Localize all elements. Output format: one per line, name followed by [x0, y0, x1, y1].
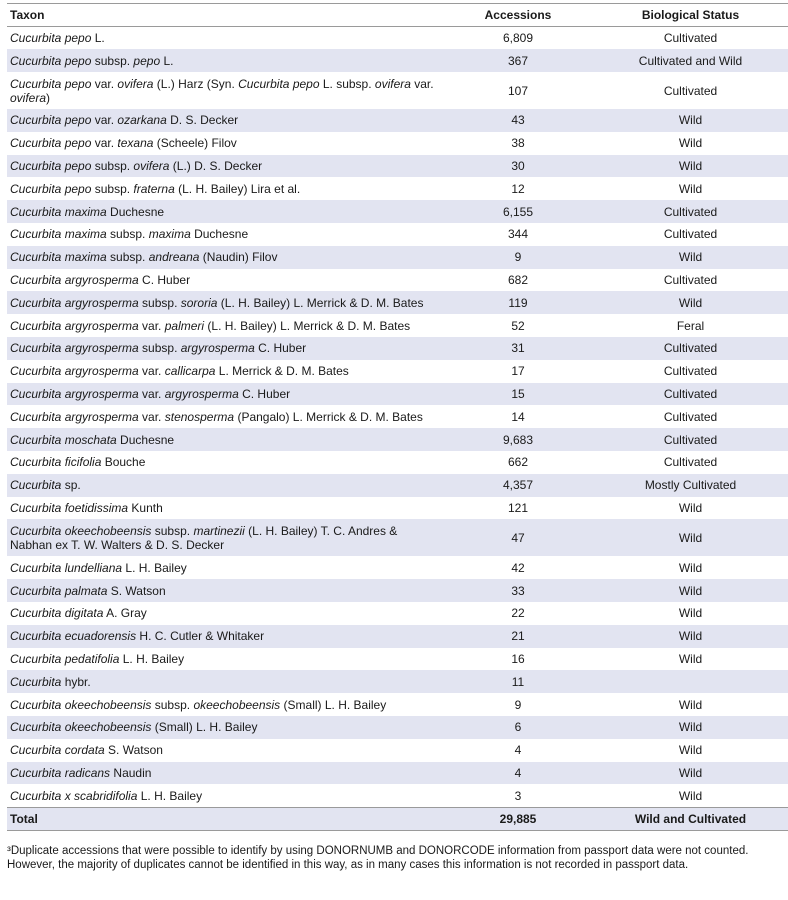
accessions-cell: 9: [514, 697, 522, 712]
taxon-cell: [7, 109, 443, 132]
taxon-cell: [7, 269, 443, 292]
table-row: [7, 337, 788, 360]
taxon-text-part: (Naudin) Filov: [199, 250, 278, 265]
table-row: [7, 602, 788, 625]
accessions-cell: 52: [511, 318, 525, 333]
taxon-cell: [7, 579, 443, 602]
table-row: [7, 451, 788, 474]
biological-status-cell: Cultivated: [663, 341, 718, 356]
taxon-italic-part: Cucurbita pedatifolia: [10, 652, 120, 667]
taxon-italic-part: Cucurbita ficifolia: [10, 455, 102, 470]
accessions-cell: 344: [507, 227, 529, 242]
taxon-text-part: var.: [91, 113, 118, 128]
accessions-cell: 4: [514, 766, 522, 780]
taxon-text-part: Duchesne: [106, 204, 165, 219]
biological-status-cell: Wild: [678, 560, 703, 575]
taxon-italic-part: Cucurbita argyrosperma: [10, 273, 139, 288]
biological-status-cell: Cultivated: [663, 204, 718, 219]
biological-status-cell: Wild: [678, 136, 703, 151]
biological-status-cell: Wild: [678, 113, 703, 128]
accessions-cell: 42: [511, 560, 525, 575]
table-row: [7, 291, 788, 314]
table-row: [7, 497, 788, 520]
header-taxon: Taxon: [7, 4, 443, 27]
biological-status-cell: Cultivated: [663, 409, 718, 424]
biological-status-cell: Wild: [678, 583, 703, 598]
taxon-italic-part: Cucurbita pepo: [10, 136, 92, 151]
table-row: [7, 474, 788, 497]
taxon-cell: [7, 337, 443, 360]
biological-status-cell: Wild: [678, 766, 703, 780]
table-row: [7, 784, 788, 807]
taxon-text-part: (Scheele) Filov: [153, 136, 237, 151]
taxon-cell: [7, 625, 443, 648]
taxon-cell: [7, 177, 443, 200]
taxon-cell: [7, 200, 443, 223]
accessions-cell: 121: [507, 501, 529, 516]
taxon-cell: [7, 693, 443, 716]
biological-status-cell: Wild: [678, 159, 703, 174]
biological-status-cell: Wild: [678, 652, 703, 667]
taxon-text-part: Duchesne: [116, 432, 175, 447]
taxon-italic-part: Cucurbita okeechobeensis: [10, 720, 152, 735]
taxon-italic-part: maxima: [148, 227, 191, 242]
accessions-cell: 367: [507, 53, 529, 68]
accessions-cell: 107: [507, 83, 529, 98]
taxon-italic-part: Cucurbita pepo: [10, 53, 92, 68]
total-label: Total: [7, 807, 443, 830]
taxon-italic-part: Cucurbita argyrosperma: [10, 387, 139, 402]
taxon-text-part: (Small) L. H. Bailey: [280, 697, 387, 712]
table-row: [7, 648, 788, 671]
taxon-text-part: Naudin: [110, 766, 152, 780]
taxon-text-part: var.: [410, 76, 434, 91]
biological-status-cell: Wild: [678, 788, 703, 803]
taxon-italic-part: argyrosperma: [164, 387, 239, 402]
biological-status-cell: Feral: [676, 318, 705, 333]
taxon-text-part: var.: [91, 76, 118, 91]
table-row: [7, 579, 788, 602]
taxon-text-part: var.: [138, 364, 165, 379]
biological-status-cell: Wild: [678, 743, 703, 758]
taxon-text-part: (L. H. Bailey) Lira et al.: [174, 181, 301, 196]
taxon-text-part: A. Gray: [103, 606, 147, 621]
taxon-cell: [7, 602, 443, 625]
taxon-text-part: subsp.: [91, 159, 134, 174]
accessions-cell: 16: [511, 652, 525, 667]
taxon-text-part: L. subsp.: [319, 76, 375, 91]
taxon-text-part: var.: [138, 318, 165, 333]
header-biological-status: Biological Status: [593, 4, 788, 27]
biological-status-cell: Wild: [678, 250, 703, 265]
taxon-text-part: (Small) L. H. Bailey: [151, 720, 258, 735]
table-row: [7, 155, 788, 178]
accessions-cell: 33: [511, 583, 525, 598]
taxon-text-part: C. Huber: [238, 387, 291, 402]
table-row: [7, 762, 788, 785]
taxon-text-part: ): [46, 90, 51, 105]
taxon-italic-part: Cucurbita maxima: [10, 250, 107, 265]
accessions-cell: 11: [511, 674, 525, 689]
taxon-italic-part: Cucurbita argyrosperma: [10, 295, 139, 310]
taxon-cell: [7, 360, 443, 383]
accessions-cell: 17: [511, 364, 525, 379]
taxon-accessions-table: [7, 3, 788, 831]
taxon-italic-part: argyrosperma: [180, 341, 255, 356]
taxon-cell: [7, 497, 443, 520]
taxon-text-part: S. Watson: [104, 743, 163, 758]
taxon-text-part: L. H. Bailey: [137, 788, 203, 803]
table-row: [7, 49, 788, 72]
taxon-text-part: L. H. Bailey: [122, 560, 187, 575]
table-row: [7, 360, 788, 383]
accessions-cell: 119: [508, 295, 528, 310]
taxon-text-part: Duchesne: [190, 227, 249, 242]
taxon-italic-part: Cucurbita pepo: [10, 76, 92, 91]
taxon-cell: [7, 556, 443, 579]
header-row: [7, 4, 788, 27]
accessions-cell: 662: [507, 455, 529, 470]
taxon-italic-part: Cucurbita okeechobeensis: [10, 697, 152, 712]
taxon-text-part: hybr.: [61, 674, 91, 689]
taxon-cell: [7, 762, 443, 785]
taxon-text-part: subsp.: [91, 53, 134, 68]
accessions-cell: 9: [514, 250, 522, 265]
accessions-cell: 6: [514, 720, 522, 735]
biological-status-cell: Wild: [678, 530, 703, 545]
biological-status-cell: Wild: [678, 295, 703, 310]
taxon-italic-part: Cucurbita cordata: [10, 743, 105, 758]
table-row: [7, 428, 788, 451]
taxon-cell: [7, 49, 443, 72]
biological-status-cell: Cultivated: [663, 227, 718, 242]
taxon-text-part: L. Merrick & D. M. Bates: [215, 364, 349, 379]
total-status: Wild and Cultivated: [593, 807, 788, 830]
taxon-italic-part: Cucurbita pepo: [10, 31, 92, 46]
table-row: [7, 670, 788, 693]
taxon-italic-part: Cucurbita pepo: [10, 159, 92, 174]
table-row: [7, 269, 788, 292]
taxon-text-part: (L. H. Bailey) L. Merrick & D. M. Bates: [217, 295, 424, 310]
table-row: [7, 693, 788, 716]
accessions-cell: 4: [514, 743, 522, 758]
biological-status-cell: Wild: [678, 501, 703, 516]
taxon-cell: [7, 132, 443, 155]
taxon-italic-part: ozarkana: [117, 113, 167, 128]
taxon-text-part: subsp.: [91, 181, 134, 196]
taxon-italic-part: ovifera: [10, 90, 47, 105]
biological-status-cell: Wild: [678, 606, 703, 621]
taxon-italic-part: Cucurbita foetidissima: [10, 501, 129, 516]
taxon-italic-part: andreana: [148, 250, 200, 265]
taxon-italic-part: Cucurbita pepo: [238, 76, 320, 91]
taxon-italic-part: sororia: [180, 295, 218, 310]
taxon-text-part: D. S. Decker: [166, 113, 239, 128]
table-row: [7, 200, 788, 223]
biological-status-cell: Wild: [678, 697, 703, 712]
taxon-text-part: sp.: [61, 478, 81, 493]
taxon-italic-part: fraterna: [133, 181, 175, 196]
taxon-text-part: var.: [138, 387, 165, 402]
taxon-italic-part: Cucurbita okeechobeensis: [10, 523, 152, 538]
table-row: [7, 72, 788, 109]
taxon-italic-part: Cucurbita pepo: [10, 113, 92, 128]
table-row: [7, 27, 788, 50]
footnote: ³Duplicate accessions that were possible to identify by using DONORNUMB and DONORCODE information from passport data were not counted. However, the majority of duplicates cannot be identified in this way, as in many cases this information is not recorded in passport data.: [7, 845, 749, 871]
biological-status-cell: [593, 670, 788, 693]
biological-status-cell: Cultivated: [663, 387, 718, 402]
taxon-italic-part: Cucurbita moschata: [10, 432, 117, 447]
taxon-cell: [7, 27, 443, 50]
biological-status-cell: Wild: [678, 629, 703, 644]
accessions-cell: 6,809: [502, 31, 534, 46]
taxon-text-part: subsp.: [151, 697, 194, 712]
table-body: [7, 27, 788, 831]
taxon-italic-part: Cucurbita ecuadorensis: [10, 629, 137, 644]
taxon-text-part: L.: [160, 53, 174, 68]
taxon-italic-part: Cucurbita lundelliana: [10, 560, 123, 575]
accessions-cell: 6,155: [502, 204, 534, 219]
accessions-cell: 21: [511, 629, 525, 644]
biological-status-cell: Cultivated: [663, 31, 718, 46]
accessions-cell: 15: [511, 387, 525, 402]
taxon-cell: [7, 223, 443, 246]
taxon-cell: [7, 405, 443, 428]
taxon-text-part: L. H. Bailey: [119, 652, 185, 667]
taxon-text-part: Bouche: [101, 455, 146, 470]
taxon-cell: [7, 474, 443, 497]
taxon-text-part: (L.) D. S. Decker: [169, 159, 263, 174]
table-header: [7, 4, 788, 27]
taxon-text-part: subsp.: [138, 341, 181, 356]
taxon-text-part: (L.) Harz (Syn.: [153, 76, 239, 91]
table-row: [7, 405, 788, 428]
taxon-cell: [7, 72, 443, 109]
taxon-cell: [7, 428, 443, 451]
taxon-italic-part: stenosperma: [164, 409, 235, 424]
taxon-cell: [7, 519, 443, 556]
taxon-cell: [7, 155, 443, 178]
taxon-italic-part: Cucurbita argyrosperma: [10, 364, 139, 379]
accessions-cell: 682: [507, 273, 529, 288]
taxon-italic-part: Cucurbita maxima: [10, 227, 107, 242]
accessions-cell: 31: [511, 341, 525, 356]
taxon-italic-part: Cucurbita x scabridifolia: [10, 788, 138, 803]
taxon-text-part: S. Watson: [107, 583, 166, 598]
accessions-cell: 4,357: [502, 478, 534, 493]
table-row: [7, 132, 788, 155]
table-row: [7, 383, 788, 406]
taxon-italic-part: palmeri: [164, 318, 205, 333]
taxon-text-part: L.: [91, 31, 105, 46]
taxon-italic-part: Cucurbita palmata: [10, 583, 108, 598]
biological-status-cell: Cultivated and Wild: [638, 53, 743, 68]
taxon-text-part: subsp.: [138, 295, 181, 310]
taxon-cell: [7, 784, 443, 807]
taxon-italic-part: Cucurbita: [10, 674, 62, 689]
accessions-cell: 9,683: [502, 432, 534, 447]
taxon-text-part: var.: [138, 409, 165, 424]
taxon-cell: [7, 291, 443, 314]
taxon-text-part: Kunth: [128, 501, 163, 516]
taxon-text-part: var.: [91, 136, 118, 151]
taxon-italic-part: Cucurbita argyrosperma: [10, 341, 139, 356]
taxon-italic-part: martinezii: [193, 523, 245, 538]
taxon-cell: [7, 670, 443, 693]
taxon-text-part: (L. H. Bailey) L. Merrick & D. M. Bates: [204, 318, 411, 333]
biological-status-cell: Cultivated: [663, 432, 718, 447]
taxon-text-part: H. C. Cutler & Whitaker: [136, 629, 265, 644]
biological-status-cell: Cultivated: [663, 83, 718, 98]
table-row: [7, 314, 788, 337]
table-row: [7, 246, 788, 269]
table-row: [7, 223, 788, 246]
taxon-text-part: C. Huber: [254, 341, 307, 356]
table-row: [7, 716, 788, 739]
accessions-cell: 38: [511, 136, 525, 151]
accessions-cell: 12: [511, 181, 525, 196]
taxon-italic-part: Cucurbita: [10, 478, 62, 493]
biological-status-cell: Cultivated: [663, 455, 718, 470]
total-row: [7, 807, 788, 830]
taxon-cell: [7, 246, 443, 269]
header-accessions: Accessions: [443, 4, 593, 27]
total-accessions: 29,885: [443, 807, 593, 830]
taxon-cell: [7, 451, 443, 474]
taxon-cell: [7, 314, 443, 337]
accessions-cell: 14: [511, 409, 525, 424]
table-row: [7, 177, 788, 200]
biological-status-cell: Cultivated: [663, 364, 718, 379]
accessions-cell: 47: [511, 530, 525, 545]
accessions-cell: 43: [511, 113, 525, 128]
table-row: [7, 109, 788, 132]
taxon-italic-part: okeechobeensis: [193, 697, 281, 712]
taxon-italic-part: Cucurbita maxima: [10, 204, 107, 219]
taxon-cell: [7, 739, 443, 762]
taxon-text-part: subsp.: [151, 523, 194, 538]
taxon-text-part: subsp.: [106, 227, 149, 242]
taxon-italic-part: Cucurbita pepo: [10, 181, 92, 196]
taxon-italic-part: ovifera: [374, 76, 411, 91]
taxon-cell: [7, 383, 443, 406]
taxon-cell: [7, 648, 443, 671]
table-row: [7, 625, 788, 648]
taxon-italic-part: Cucurbita argyrosperma: [10, 409, 139, 424]
taxon-text-part: (L. H. Bailey) T. C. Andres & Nabhan ex T. W. Walters & D. S. Decker: [10, 523, 398, 552]
table-row: [7, 739, 788, 762]
accessions-cell: 3: [514, 788, 522, 803]
taxon-text-part: subsp.: [106, 250, 149, 265]
taxon-italic-part: pepo: [133, 53, 161, 68]
biological-status-cell: Wild: [678, 181, 703, 196]
accessions-cell: 30: [511, 159, 525, 174]
table-row: [7, 519, 788, 556]
taxon-text-part: (Pangalo) L. Merrick & D. M. Bates: [234, 409, 423, 424]
table-row: [7, 556, 788, 579]
taxon-cell: [7, 716, 443, 739]
taxon-italic-part: ovifera: [133, 159, 170, 174]
biological-status-cell: Mostly Cultivated: [644, 478, 737, 493]
taxon-italic-part: callicarpa: [164, 364, 216, 379]
taxon-italic-part: Cucurbita radicans: [10, 766, 111, 780]
taxon-italic-part: texana: [117, 136, 154, 151]
accessions-cell: 22: [511, 606, 525, 621]
taxon-italic-part: Cucurbita digitata: [10, 606, 104, 621]
taxon-text-part: C. Huber: [138, 273, 191, 288]
taxon-italic-part: ovifera: [117, 76, 154, 91]
biological-status-cell: Wild: [678, 720, 703, 735]
taxon-italic-part: Cucurbita argyrosperma: [10, 318, 139, 333]
biological-status-cell: Cultivated: [663, 273, 718, 288]
